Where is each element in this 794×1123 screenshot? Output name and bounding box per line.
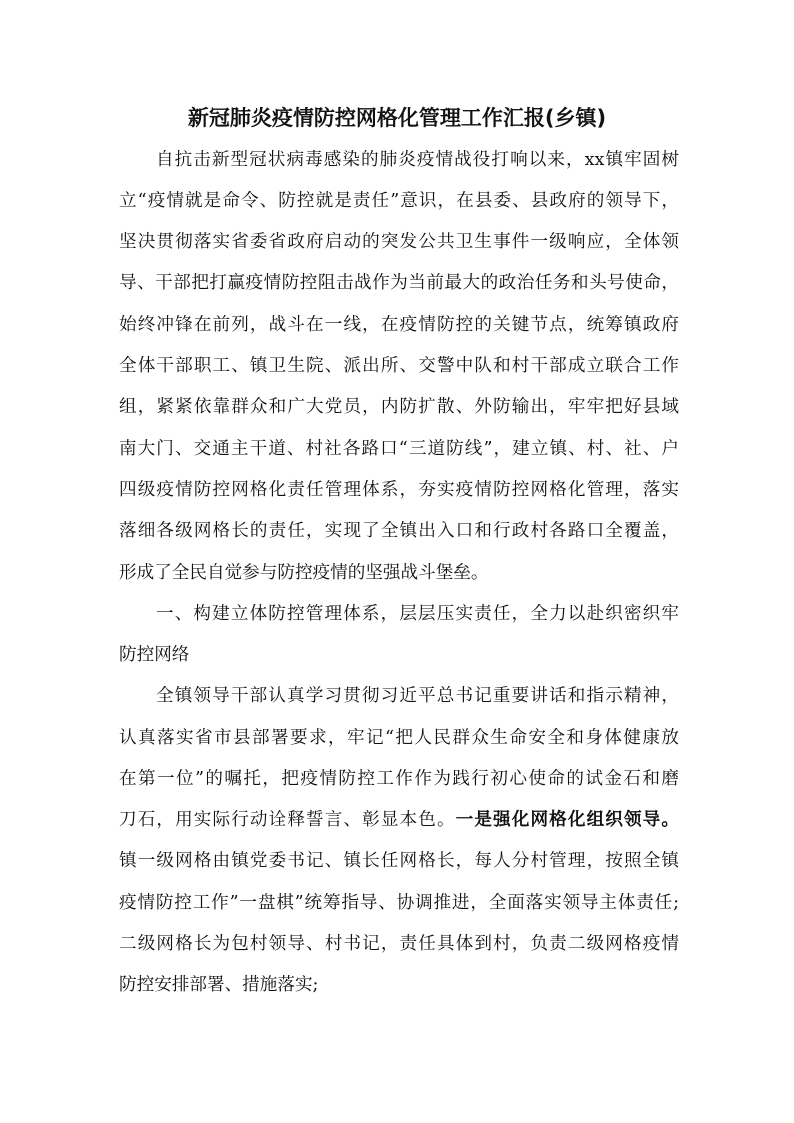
paragraph-2-line-2: 认真落实省市县部署要求，牢记“把人民群众生命安全和身体健康放 [119, 728, 679, 748]
paragraph-1-line-10: 落细各级网格长的责任，实现了全镇出入口和行政村各路口全覆盖， [119, 521, 679, 541]
paragraph-1-line-9: 四级疫情防控网格化责任管理体系，夯实疫情防控网格化管理，落实 [119, 480, 679, 500]
document-title: 新冠肺炎疫情防控网格化管理工作汇报(乡镇) [187, 106, 607, 130]
paragraph-2-line-3: 在第一位”的嘱托，把疫情防控工作作为践行初心使命的试金石和磨 [119, 769, 679, 789]
paragraph-2-line-4 [119, 808, 679, 832]
paragraph-2-line-6: 疫情防控工作”一盘棋”统筹指导、协调推进，全面落实领导主体责任; [119, 893, 679, 913]
paragraph-2-line-5: 镇一级网格由镇党委书记、镇长任网格长，每人分村管理，按照全镇 [119, 851, 679, 871]
paragraph-1-line-5: 始终冲锋在前列，战斗在一线，在疫情防控的关键节点，统筹镇政府 [119, 315, 679, 335]
paragraph-1-line-1: 自抗击新型冠状病毒感染的肺炎疫情战役打响以来，xx镇牢固树 [156, 150, 679, 170]
bold-phrase: 一是强化网格化组织领导。 [455, 810, 679, 830]
paragraph-2-line-7: 二级网格长为包村领导、村书记，责任具体到村，负责二级网格疫情 [119, 934, 679, 954]
paragraph-1-line-2: 立“疫情就是命令、防控就是责任”意识，在县委、县政府的领导下， [119, 191, 679, 211]
paragraph-2-line-4-text: 刀石，用实际行动诠释誓言、彰显本色。 [119, 810, 456, 830]
paragraph-1-line-3: 坚决贯彻落实省委省政府启动的突发公共卫生事件一级响应，全体领 [119, 232, 679, 252]
paragraph-1-line-11: 形成了全民自觉参与防控疫情的坚强战斗堡垒。 [119, 563, 489, 583]
paragraph-2-line-8: 防控安排部署、措施落实; [119, 975, 319, 995]
section-heading-line-1: 一、构建立体防控管理体系，层层压实责任，全力以赴织密织牢 [156, 604, 679, 624]
paragraph-1-line-4: 导、干部把打赢疫情防控阻击战作为当前最大的政治任务和头号使命， [119, 273, 679, 293]
paragraph-1-line-6: 全体干部职工、镇卫生院、派出所、交警中队和村干部成立联合工作 [119, 356, 679, 376]
paragraph-1-line-7: 组，紧紧依靠群众和广大党员，内防扩散、外防输出，牢牢把好县域 [119, 397, 679, 417]
paragraph-2-line-1: 全镇领导干部认真学习贯彻习近平总书记重要讲话和指示精神， [156, 686, 679, 706]
section-heading-line-2: 防控网络 [119, 645, 190, 665]
paragraph-1-line-8: 南大门、交通主干道、村社各路口“三道防线”，建立镇、村、社、户 [119, 439, 679, 459]
